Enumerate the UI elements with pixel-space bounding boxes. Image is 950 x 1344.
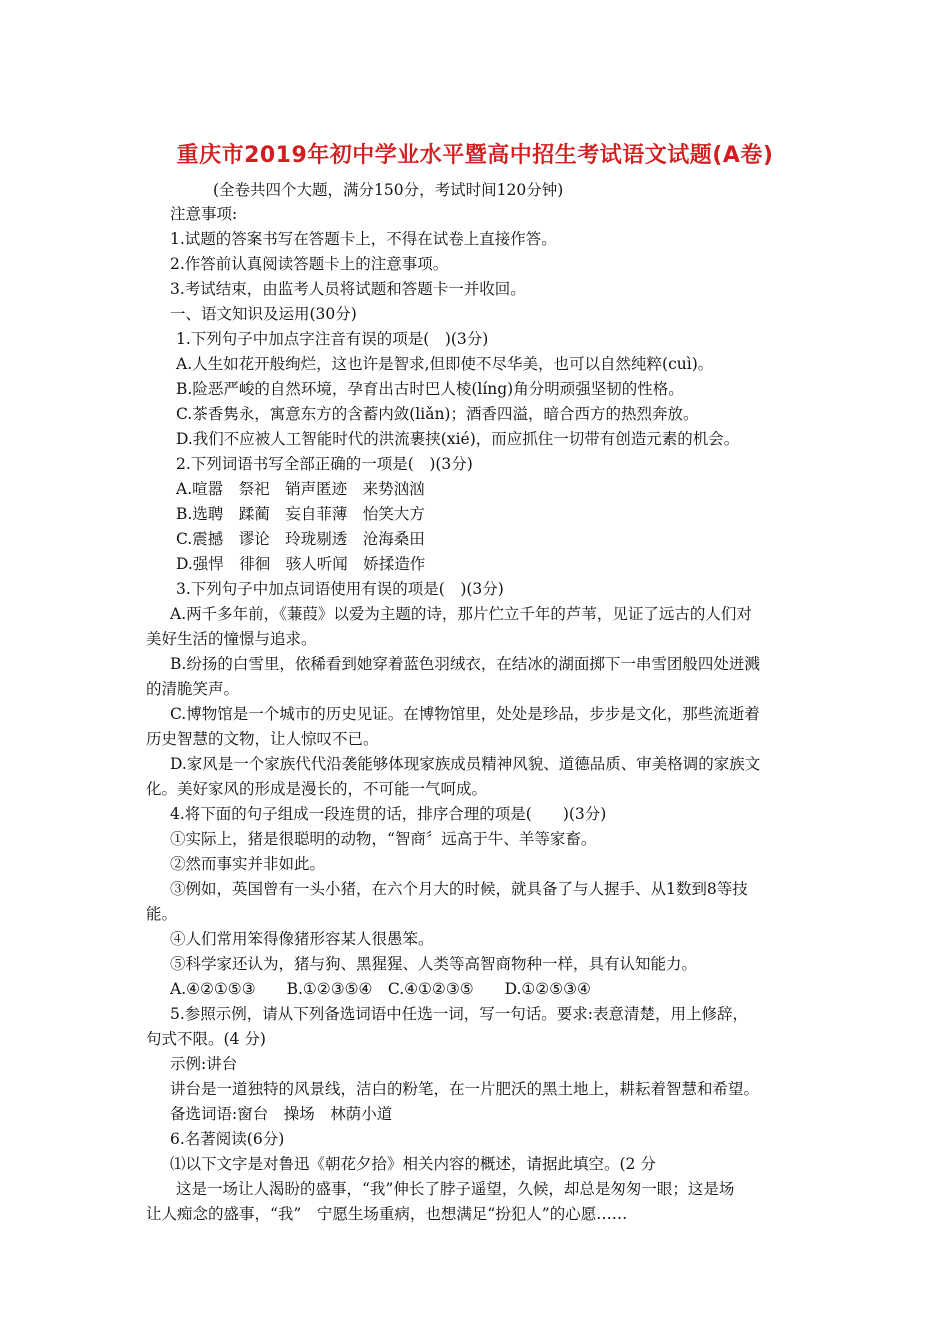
q5-stem-line2: 句式不限。(4 分) [146, 1030, 266, 1048]
q6-stem: 6.名著阅读(6分) [170, 1130, 285, 1148]
q2-stem: 2.下列词语书写全部正确的一项是( )(3分) [176, 455, 473, 473]
section-heading: 一、语文知识及运用(30分) [170, 305, 357, 323]
q1-option-d: D.我们不应被人工智能时代的洪流裹挟(xié)，而应抓住一切带有创造元素的机会。 [176, 430, 740, 448]
q3-option-a-line2: 美好生活的憧憬与追求。 [146, 630, 317, 648]
notes-heading: 注意事项: [170, 205, 238, 223]
q5-example: 讲台是一道独特的风景线，洁白的粉笔，在一片肥沃的黑土地上，耕耘着智慧和希望。 [170, 1080, 760, 1098]
q3-stem: 3.下列句子中加点词语使用有误的项是( )(3分) [176, 580, 504, 598]
q4-sentence-1: ①实际上，猪是很聪明的动物，“智商〞远高于牛、羊等家畜。 [170, 830, 597, 848]
q3-option-c-line1: C.博物馆是一个城市的历史见证。在博物馆里，处处是珍品，步步是文化，那些流逝着 [170, 705, 760, 723]
q1-option-c: C.茶香隽永，寓意东方的含蓄内敛(liǎn)；酒香四溢，暗合西方的热烈奔放。 [176, 405, 699, 423]
q5-choices: 备选词语:窗台 操场 林荫小道 [170, 1105, 393, 1123]
q5-example-label: 示例:讲台 [170, 1055, 238, 1073]
q3-option-d-line2: 化。美好家风的形成是漫长的，不可能一气呵成。 [146, 780, 488, 798]
note-item: 3.考试结束，由监考人员将试题和答题卡一并收回。 [170, 280, 526, 298]
q1-option-b: B.险恶严峻的自然环境，孕育出古时巴人棱(líng)角分明顽强坚韧的性格。 [176, 380, 684, 398]
q2-option-b: B.选聘 蹂蔺 妄自菲薄 怡笑大方 [176, 505, 425, 523]
q3-option-a-line1: A.两千多年前，《蒹葭》以爱为主题的诗，那片伫立千年的芦苇，见证了远古的人们对 [170, 605, 752, 623]
q6-sub1: ⑴以下文字是对鲁迅《朝花夕拾》相关内容的概述，请据此填空。(2 分 [170, 1155, 656, 1173]
q3-option-b-line1: B.纷扬的白雪里，依稀看到她穿着蓝色羽绒衣，在结冰的湖面掷下一串雪团般四处迸溅 [170, 655, 760, 673]
exam-title: 重庆市2019年初中学业水平暨高中招生考试语文试题(A卷) [176, 143, 774, 168]
q4-sentence-3-line1: ③例如，英国曾有一头小猪，在六个月大的时候，就具备了与人握手、从1数到8等技 [170, 880, 748, 898]
exam-subtitle: (全卷共四个大题，满分150分，考试时间120分钟) [213, 181, 564, 199]
q3-option-c-line2: 历史智慧的文物，让人惊叹不已。 [146, 730, 379, 748]
q1-stem: 1.下列句子中加点字注音有误的项是( )(3分) [176, 330, 489, 348]
q5-stem-line1: 5.参照示例，请从下列备选词语中任选一词，写一句话。要求:表意清楚，用上修辞， [170, 1005, 749, 1023]
q1-option-a: A.人生如花开般绚烂，这也许是智求,但即使不尽华美，也可以自然纯粹(cuì)。 [176, 355, 714, 373]
q2-option-c: C.震撼 谬论 玲珑剔透 沧海桑田 [176, 530, 425, 548]
q6-passage-line2: 让人痴念的盛事，“我” 宁愿生场重病，也想满足“扮犯人”的心愿…… [146, 1205, 628, 1223]
note-item: 1.试题的答案书写在答题卡上，不得在试卷上直接作答。 [170, 230, 557, 248]
q4-sentence-5: ⑤科学家还认为，猪与狗、黑猩猩、人类等高智商物种一样，具有认知能力。 [170, 955, 698, 973]
q4-stem: 4.将下面的句子组成一段连贯的话，排序合理的项是( )(3分) [170, 805, 607, 823]
q4-options: A.④②①⑤③ B.①②③⑤④ C.④①②③⑤ D.①②⑤③④ [170, 980, 591, 998]
q3-option-d-line1: D.家风是一个家族代代沿袭能够体现家族成员精神风貌、道德品质、审美格调的家族文 [170, 755, 761, 773]
q4-sentence-4: ④人们常用笨得像猪形容某人很愚笨。 [170, 930, 434, 948]
q4-sentence-3-line2: 能。 [146, 905, 178, 923]
q6-passage-line1: 这是一场让人渴盼的盛事，“我”伸长了脖子遥望，久候，却总是匆匆一眼；这是场 [176, 1180, 735, 1198]
q2-option-a: A.喧嚣 祭祀 销声匿迹 来势汹汹 [176, 480, 425, 498]
q3-option-b-line2: 的清脆笑声。 [146, 680, 240, 698]
q2-option-d: D.强悍 徘徊 骇人听闻 娇揉造作 [176, 555, 426, 573]
q4-sentence-2: ②然而事实并非如此。 [170, 855, 326, 873]
note-item: 2.作答前认真阅读答题卡上的注意事项。 [170, 255, 449, 273]
